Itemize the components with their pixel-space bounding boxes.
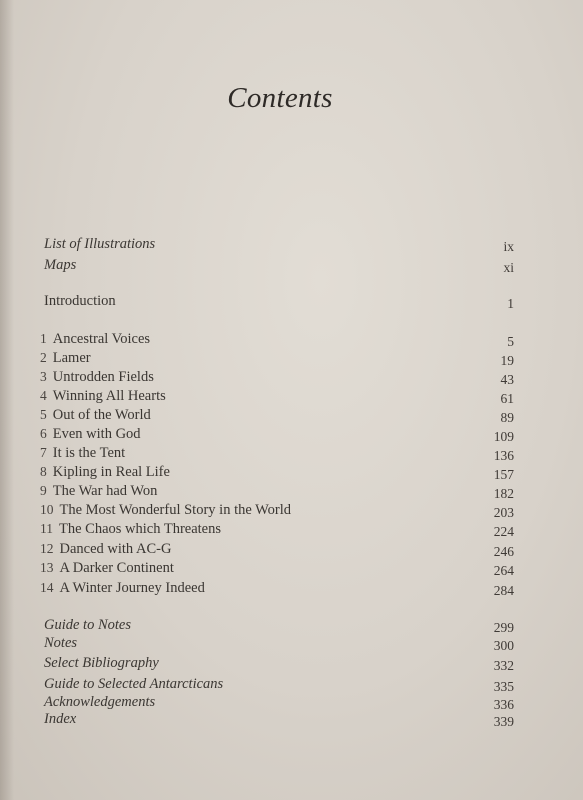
chapter-number: 12 <box>40 541 54 556</box>
chapter-number: 2 <box>40 350 47 365</box>
toc-entry-label: Notes <box>44 635 78 651</box>
toc-entry-page: 5 <box>507 334 514 349</box>
toc-chapter-7 <box>40 443 514 463</box>
chapter-number: 5 <box>40 407 47 422</box>
chapter-title: Kipling in Real Life <box>52 464 170 480</box>
toc-chapter-6 <box>40 424 514 444</box>
toc-chapter-5 <box>40 405 514 425</box>
toc-entry-label: Acknowledgements <box>44 694 156 710</box>
chapter-title: Even with God <box>52 426 141 442</box>
toc-entry-page: 89 <box>500 410 514 425</box>
chapter-title: The Chaos which Threatens <box>59 521 222 537</box>
toc-chapter-8 <box>40 462 514 482</box>
toc-entry-notes <box>44 633 514 653</box>
toc-entry-page: 203 <box>493 505 514 520</box>
toc-entry-label: Index <box>44 711 77 727</box>
toc-entry-index <box>44 709 514 729</box>
toc-entry-label: Guide to Notes <box>44 617 131 633</box>
toc-entry-list-of-illustrations <box>44 234 514 254</box>
toc-entry-select-bibliography <box>44 653 514 673</box>
toc-entry-label: Maps <box>44 257 77 273</box>
toc-chapter-4 <box>40 386 514 406</box>
chapter-title: Untrodden Fields <box>52 369 154 385</box>
toc-chapter-3 <box>40 367 514 387</box>
chapter-number: 14 <box>40 580 54 595</box>
toc-entry-page: 224 <box>493 524 514 539</box>
toc-entry-page: 136 <box>493 448 514 463</box>
toc-chapter-13 <box>40 558 514 578</box>
toc-entry-page: 109 <box>493 429 514 444</box>
toc-chapter-1 <box>40 329 514 349</box>
page-title: Contents <box>227 82 333 114</box>
toc-entry-label: Select Bibliography <box>44 655 159 671</box>
toc-entry-page: 336 <box>493 697 514 712</box>
chapter-title: The Most Wonderful Story in the World <box>59 502 292 518</box>
toc-entry-page: ix <box>503 239 514 254</box>
toc-entry-label: Guide to Selected Antarcticans <box>44 676 224 692</box>
toc-chapter-9 <box>40 481 514 501</box>
toc-entry-introduction <box>44 291 514 311</box>
toc-chapter-12 <box>40 539 514 559</box>
chapter-title: A Winter Journey Indeed <box>59 580 205 596</box>
chapter-number: 1 <box>40 331 47 346</box>
binding-shadow <box>0 0 14 800</box>
toc-chapter-11 <box>40 519 514 539</box>
chapter-number: 11 <box>40 521 53 536</box>
toc-entry-page: 284 <box>493 583 514 598</box>
toc-chapter-10 <box>40 500 514 520</box>
toc-entry-page: 43 <box>500 372 514 387</box>
chapter-number: 13 <box>40 560 54 575</box>
toc-entry-maps <box>44 255 514 275</box>
chapter-number: 10 <box>40 502 54 517</box>
toc-entry-page: 246 <box>493 544 514 559</box>
toc-entry-page: 339 <box>493 714 514 729</box>
chapter-title: It is the Tent <box>52 445 126 461</box>
toc-entry-page: xi <box>503 260 514 275</box>
toc-chapter-2 <box>40 348 514 368</box>
toc-entry-guide-to-notes <box>44 615 514 635</box>
toc-entry-page: 264 <box>493 563 514 578</box>
chapter-number: 7 <box>40 445 47 460</box>
chapter-number: 4 <box>40 388 47 403</box>
toc-entry-page: 1 <box>507 296 514 311</box>
toc-entry-page: 182 <box>493 486 514 501</box>
chapter-title: Out of the World <box>52 407 151 423</box>
toc-entry-page: 157 <box>493 467 514 482</box>
toc-entry-page: 332 <box>493 658 514 673</box>
chapter-title: Ancestral Voices <box>52 331 151 347</box>
chapter-title: The War had Won <box>52 483 158 499</box>
toc-entry-page: 61 <box>500 391 514 406</box>
toc-entry-page: 19 <box>500 353 514 368</box>
chapter-number: 6 <box>40 426 47 441</box>
chapter-number: 8 <box>40 464 47 479</box>
chapter-title: Danced with AC-G <box>59 541 172 557</box>
toc-entry-label: List of Illustrations <box>44 236 156 252</box>
toc-entry-guide-to-antarcticans <box>44 674 514 694</box>
toc-entry-page: 335 <box>493 679 514 694</box>
chapter-title: Lamer <box>52 350 91 366</box>
toc-entry-label: Introduction <box>44 293 116 309</box>
chapter-number: 9 <box>40 483 47 498</box>
toc-entry-page: 299 <box>493 620 514 635</box>
toc-entry-page: 300 <box>493 638 514 653</box>
toc-chapter-14 <box>40 578 514 598</box>
chapter-title: A Darker Continent <box>59 560 174 576</box>
chapter-title: Winning All Hearts <box>52 388 166 404</box>
chapter-number: 3 <box>40 369 47 384</box>
